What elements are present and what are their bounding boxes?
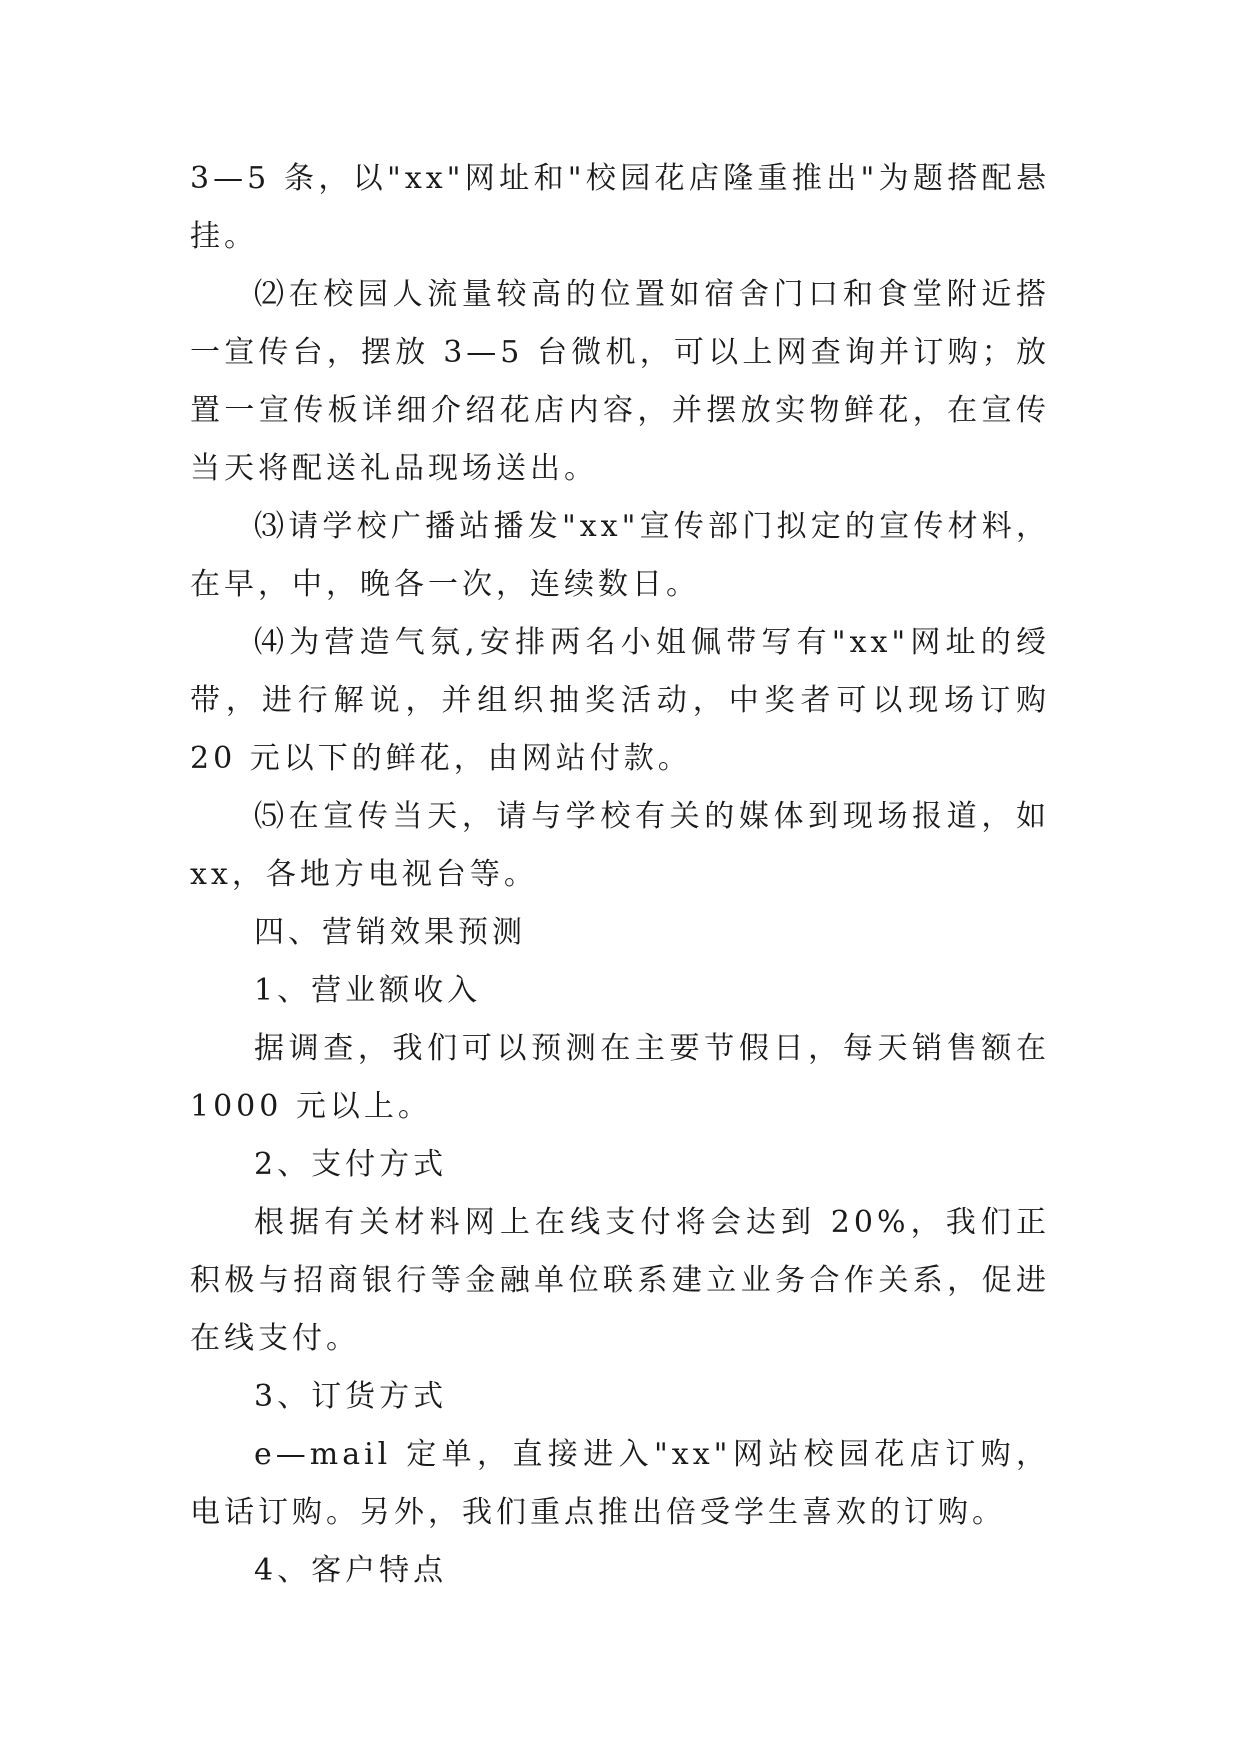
document-body (190, 150, 1050, 1600)
subheading-payment: 2、支付方式 (254, 1147, 448, 1182)
paragraph-banner-slogan: 3—5 条，以"xx"网址和"校园花店隆重推出"为题搭配悬挂。 (190, 161, 1050, 254)
subheading-revenue: 1、营业额收入 (254, 973, 482, 1008)
paragraph-ordering: e—mail 定单，直接进入"xx"网站校园花店订购，电话订购。另外，我们重点推出倍受学生喜欢的订购。 (190, 1437, 1050, 1530)
subheading-customers: 4、客户特点 (254, 1553, 448, 1588)
paragraph-radio-broadcast: ⑶请学校广播站播发"xx"宣传部门拟定的宣传材料，在早，中，晚各一次，连续数日。 (190, 509, 1050, 602)
paragraph-revenue: 据调查，我们可以预测在主要节假日，每天销售额在 1000 元以上。 (190, 1031, 1050, 1124)
subheading-ordering: 3、订货方式 (254, 1379, 448, 1414)
paragraph-atmosphere-lottery: ⑷为营造气氛,安排两名小姐佩带写有"xx"网址的绶带，进行解说，并组织抽奖活动，中奖者可以现场订购 20 元以下的鲜花，由网站付款。 (190, 625, 1050, 776)
paragraph-payment: 根据有关材料网上在线支付将会达到 20%，我们正积极与招商银行等金融单位联系建立业务合作关系，促进在线支付。 (190, 1205, 1050, 1356)
paragraph-promo-booth: ⑵在校园人流量较高的位置如宿舍门口和食堂附近搭一宣传台，摆放 3—5 台微机，可以上网查询并订购；放置一宣传板详细介绍花店内容，并摆放实物鲜花，在宣传当天将配送礼品现场送出。 (190, 277, 1050, 486)
paragraph-media-coverage: ⑸在宣传当天，请与学校有关的媒体到现场报道，如 xx，各地方电视台等。 (190, 799, 1050, 892)
section-heading-forecast: 四、营销效果预测 (254, 915, 526, 950)
